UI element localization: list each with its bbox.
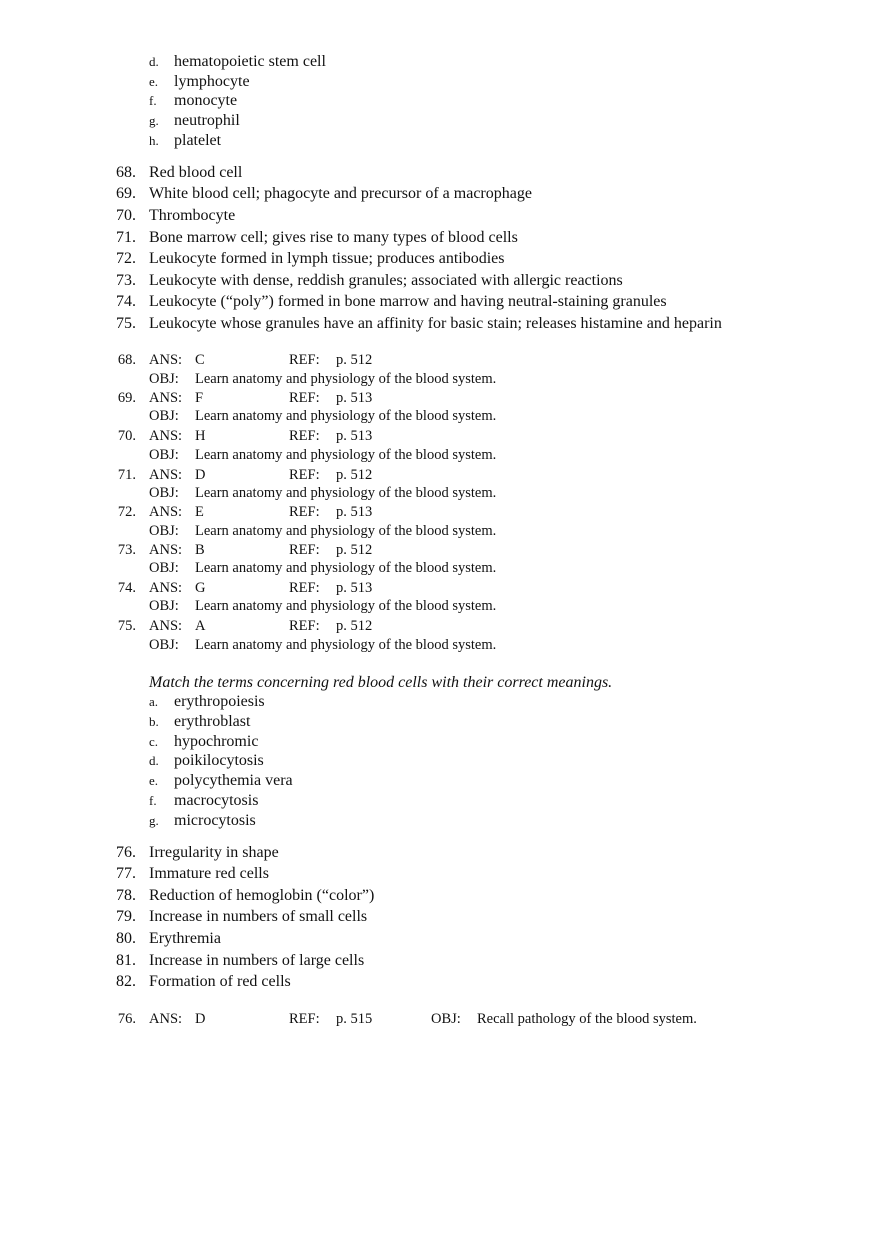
option-letter: f. <box>149 793 157 808</box>
option-term: erythroblast <box>174 713 251 730</box>
option-term: microcytosis <box>174 812 256 829</box>
question-text: Immature red cells <box>149 865 269 882</box>
ans-label: ANS: <box>149 618 183 634</box>
question-number: 78. <box>116 887 136 904</box>
question-number: 76. <box>116 844 136 861</box>
question-number: 79. <box>116 908 136 925</box>
ref-value: p. 515 <box>336 1011 373 1027</box>
obj-value: Learn anatomy and physiology of the blood system. <box>195 485 497 501</box>
ans-label: ANS: <box>149 1011 183 1027</box>
question-text: White blood cell; phagocyte and precursor of a macrophage <box>149 185 532 202</box>
ref-value: p. 512 <box>336 352 373 368</box>
ans-value: F <box>195 390 204 406</box>
option-letter: h. <box>149 133 159 148</box>
ans-label: ANS: <box>149 467 183 483</box>
option-letter: d. <box>149 753 159 768</box>
ref-label: REF: <box>289 390 320 406</box>
option-letter: d. <box>149 54 159 69</box>
ref-label: REF: <box>289 580 320 596</box>
section-instruction: Match the terms concerning red blood cells with their correct meanings. <box>149 674 613 691</box>
ref-label: REF: <box>289 504 320 520</box>
obj-label: OBJ: <box>149 408 179 424</box>
ref-value: p. 512 <box>336 542 373 558</box>
option-letter: a. <box>149 694 159 709</box>
question-text: Increase in numbers of large cells <box>149 952 365 969</box>
ans-value: H <box>195 428 206 444</box>
answer-number: 68. <box>117 352 136 368</box>
option-letter: g. <box>149 113 159 128</box>
ans-value: C <box>195 352 205 368</box>
ans-label: ANS: <box>149 580 183 596</box>
answer-number: 76. <box>117 1011 136 1027</box>
option-letter: e. <box>149 773 159 788</box>
answer-number: 72. <box>117 504 136 520</box>
ans-label: ANS: <box>149 542 183 558</box>
question-number: 74. <box>116 293 136 310</box>
obj-value: Learn anatomy and physiology of the blood system. <box>195 408 497 424</box>
ref-value: p. 513 <box>336 580 373 596</box>
option-letter: g. <box>149 813 159 828</box>
question-text: Bone marrow cell; gives rise to many types of blood cells <box>149 229 518 246</box>
obj-label: OBJ: <box>149 371 179 387</box>
question-text: Red blood cell <box>149 164 243 181</box>
question-number: 71. <box>116 229 136 246</box>
ref-label: REF: <box>289 428 320 444</box>
option-term: hematopoietic stem cell <box>174 53 326 70</box>
obj-label: OBJ: <box>149 598 179 614</box>
option-term: polycythemia vera <box>174 772 293 789</box>
question-text: Irregularity in shape <box>149 844 279 861</box>
obj-value: Learn anatomy and physiology of the blood system. <box>195 560 497 576</box>
ans-label: ANS: <box>149 352 183 368</box>
ref-label: REF: <box>289 1011 320 1027</box>
ans-value: D <box>195 1011 206 1027</box>
question-text: Increase in numbers of small cells <box>149 908 368 925</box>
option-term: neutrophil <box>174 112 240 129</box>
obj-label: OBJ: <box>149 560 179 576</box>
option-term: lymphocyte <box>174 73 250 90</box>
option-term: erythropoiesis <box>174 693 265 710</box>
obj-value: Learn anatomy and physiology of the blood system. <box>195 637 497 653</box>
question-number: 82. <box>116 973 136 990</box>
obj-value: Learn anatomy and physiology of the blood system. <box>195 598 497 614</box>
question-text: Formation of red cells <box>149 973 291 990</box>
answer-number: 70. <box>117 428 136 444</box>
ans-label: ANS: <box>149 428 183 444</box>
option-term: platelet <box>174 132 222 149</box>
question-number: 73. <box>116 272 136 289</box>
obj-value: Recall pathology of the blood system. <box>477 1011 697 1027</box>
option-letter: e. <box>149 74 159 89</box>
option-term: poikilocytosis <box>174 752 264 769</box>
ans-label: ANS: <box>149 390 183 406</box>
question-text: Leukocyte with dense, reddish granules; associated with allergic reactions <box>149 272 623 289</box>
answer-number: 69. <box>117 390 136 406</box>
obj-label: OBJ: <box>149 447 179 463</box>
ans-value: B <box>195 542 205 558</box>
option-term: macrocytosis <box>174 792 259 809</box>
option-letter: b. <box>149 714 159 729</box>
question-text: Erythremia <box>149 930 221 947</box>
option-term: monocyte <box>174 92 238 109</box>
ans-value: E <box>195 504 204 520</box>
question-text: Thrombocyte <box>149 207 236 224</box>
obj-label: OBJ: <box>431 1011 461 1027</box>
question-number: 80. <box>116 930 136 947</box>
obj-label: OBJ: <box>149 485 179 501</box>
ref-value: p. 512 <box>336 618 373 634</box>
obj-value: Learn anatomy and physiology of the blood system. <box>195 371 497 387</box>
ref-value: p. 512 <box>336 467 373 483</box>
ans-value: D <box>195 467 206 483</box>
question-number: 77. <box>116 865 136 882</box>
question-number: 75. <box>116 315 136 332</box>
ans-value: A <box>195 618 206 634</box>
answer-number: 74. <box>117 580 136 596</box>
question-number: 72. <box>116 250 136 267</box>
ref-value: p. 513 <box>336 428 373 444</box>
option-term: hypochromic <box>174 733 259 750</box>
question-text: Reduction of hemoglobin (“color”) <box>149 887 375 904</box>
option-letter: f. <box>149 93 157 108</box>
answer-number: 73. <box>117 542 136 558</box>
question-text: Leukocyte whose granules have an affinity for basic stain; releases histamine and heparin <box>149 315 722 332</box>
obj-label: OBJ: <box>149 523 179 539</box>
answer-number: 71. <box>117 467 136 483</box>
ans-value: G <box>195 580 206 596</box>
question-number: 81. <box>116 952 136 969</box>
ref-label: REF: <box>289 618 320 634</box>
obj-value: Learn anatomy and physiology of the blood system. <box>195 523 497 539</box>
option-letter: c. <box>149 734 159 749</box>
ref-label: REF: <box>289 352 320 368</box>
ref-value: p. 513 <box>336 504 373 520</box>
question-number: 69. <box>116 185 136 202</box>
question-number: 68. <box>116 164 136 181</box>
ref-label: REF: <box>289 467 320 483</box>
answer-number: 75. <box>117 618 136 634</box>
obj-label: OBJ: <box>149 637 179 653</box>
question-text: Leukocyte formed in lymph tissue; produces antibodies <box>149 250 505 267</box>
question-number: 70. <box>116 207 136 224</box>
question-text: Leukocyte (“poly”) formed in bone marrow and having neutral-staining granules <box>149 293 667 310</box>
ref-label: REF: <box>289 542 320 558</box>
ans-label: ANS: <box>149 504 183 520</box>
obj-value: Learn anatomy and physiology of the blood system. <box>195 447 497 463</box>
ref-value: p. 513 <box>336 390 373 406</box>
